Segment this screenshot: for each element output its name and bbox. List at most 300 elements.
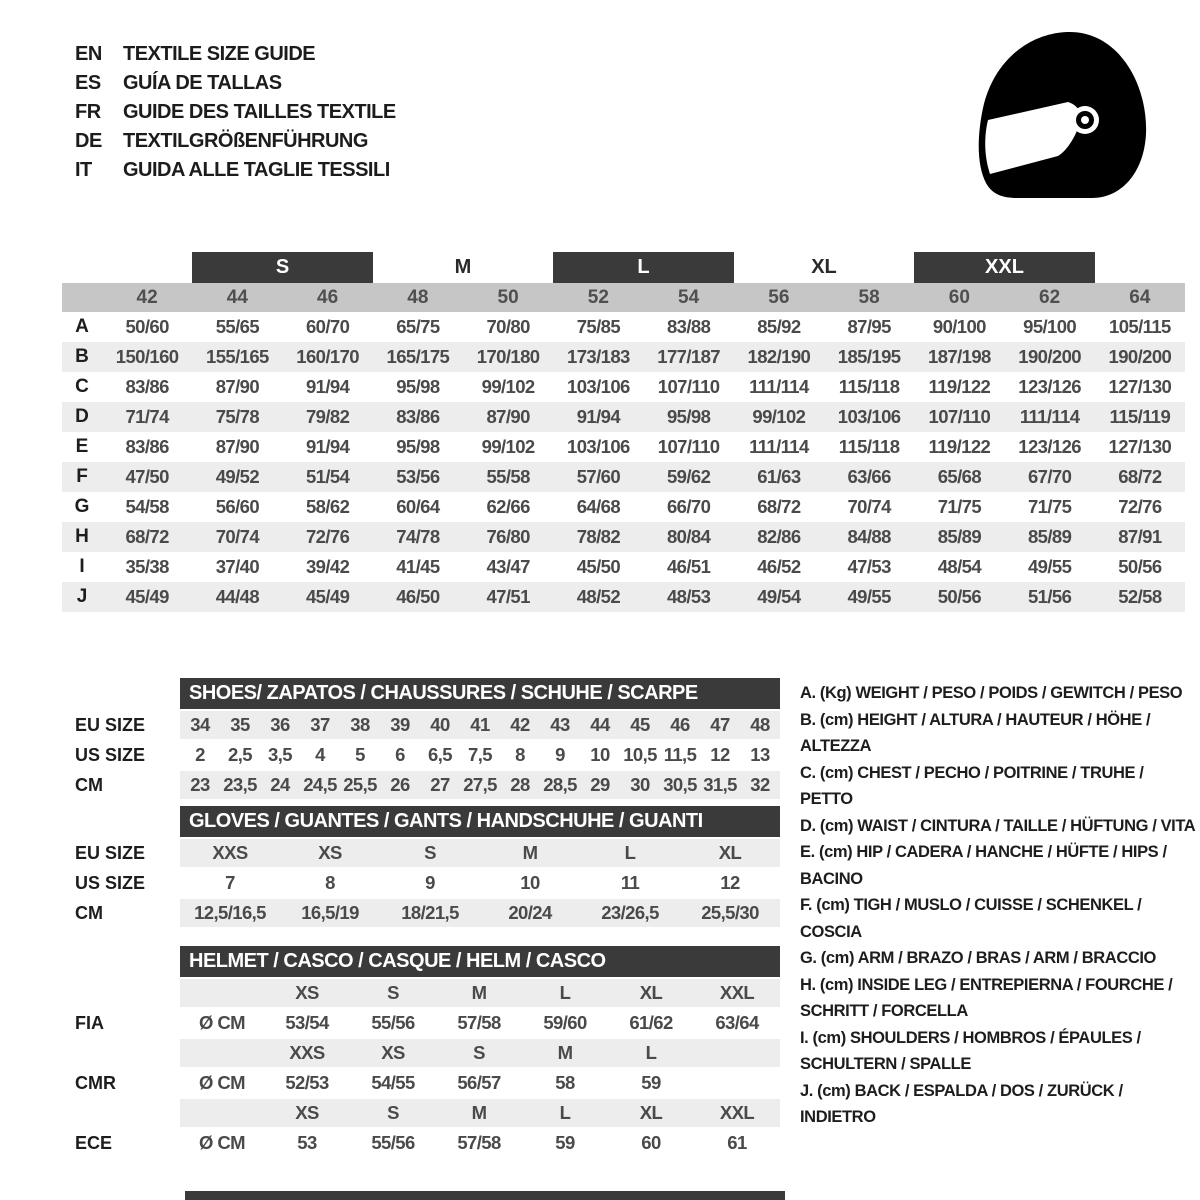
size-value-cell: 61 [727, 1132, 747, 1153]
size-value-cell: 99/102 [752, 406, 806, 427]
size-value-cell: 44/48 [215, 586, 260, 607]
row-label: EU SIZE [75, 842, 146, 863]
size-value-cell: XL [718, 842, 742, 863]
size-value-cell: 30 [630, 774, 650, 795]
guide-title: TEXTILE SIZE GUIDE [123, 43, 316, 65]
size-value-cell: 55/56 [371, 1012, 415, 1033]
size-value-cell: 182/190 [747, 346, 811, 367]
helmet-size-label: XXL [719, 1102, 755, 1123]
size-value-cell: 107/110 [657, 376, 720, 397]
row-label: J [76, 586, 88, 607]
helmet-values-row [75, 1009, 780, 1037]
helmet-size-label: L [645, 1042, 657, 1063]
helmet-values-row [75, 1069, 780, 1097]
table-row [75, 741, 780, 769]
helmet-size-label: XS [381, 1042, 405, 1063]
helmet-sizes-strip [180, 1039, 780, 1067]
size-value-cell: 29 [590, 774, 610, 795]
size-value-cell: 10,5 [623, 744, 657, 765]
size-value-cell: 8 [515, 744, 525, 765]
table-row [75, 899, 780, 927]
size-value-cell: 111/114 [749, 436, 809, 457]
size-value-cell: 48/54 [937, 556, 982, 577]
size-value-cell: 30,5 [663, 774, 697, 795]
row-label: US SIZE [75, 872, 146, 893]
table-row [75, 771, 780, 799]
row-values-strip [180, 711, 780, 739]
numeric-size-label: 62 [1039, 286, 1061, 308]
helmet-size-label: M [471, 1102, 487, 1123]
helmet-size-label: L [559, 1102, 571, 1123]
guide-title: TEXTILGRÖßENFÜHRUNG [123, 130, 368, 152]
size-value-cell: 53/56 [396, 466, 440, 487]
size-group-label: M [454, 256, 472, 278]
helmet-sizes-row [75, 1099, 780, 1127]
size-value-cell: 45/49 [305, 586, 350, 607]
size-value-cell: XXS [212, 842, 248, 863]
helmet-size-label: XS [295, 1102, 319, 1123]
size-value-cell: 150/160 [115, 346, 179, 367]
racing-helmet-icon [972, 28, 1150, 205]
size-value-cell: 10 [590, 744, 610, 765]
row-label: C [75, 376, 89, 397]
numeric-size-label: 58 [858, 286, 880, 308]
size-value-cell: 127/130 [1108, 376, 1172, 397]
gloves-size-table [75, 806, 780, 927]
legend-entry: H. (cm) INSIDE LEG / ENTREPIERNA / FOURCHE / SCHRITT / FORCELLA [800, 975, 1173, 1020]
size-value-cell: 190/200 [1108, 346, 1172, 367]
legend-entry: I. (cm) SHOULDERS / HOMBROS / ÉPAULES / SCHULTERN / SPALLE [800, 1028, 1141, 1073]
size-value-cell: 115/118 [838, 376, 900, 397]
language-title-list [75, 40, 396, 185]
size-value-cell: 47/53 [847, 556, 891, 577]
size-value-cell: 95/98 [396, 376, 440, 397]
table-row [62, 552, 1185, 582]
measurement-legend [800, 680, 1200, 1131]
helmet-values-strip [180, 1129, 780, 1157]
row-label: B [75, 346, 89, 367]
size-value-cell: 49/55 [1027, 556, 1072, 577]
shoes-table-title: SHOES/ ZAPATOS / CHAUSSURES / SCHUHE / SCARPE [180, 678, 780, 709]
language-code: IT [75, 159, 92, 181]
size-value-cell: 35 [230, 714, 250, 735]
size-value-cell: 59/60 [543, 1012, 587, 1033]
size-value-cell: 58/62 [305, 496, 350, 517]
helmet-sizes-strip [180, 979, 780, 1007]
language-row [75, 156, 396, 185]
size-value-cell: 46 [670, 714, 690, 735]
size-value-cell: 49/55 [847, 586, 891, 607]
guide-title: GUIDA ALLE TAGLIE TESSILI [123, 159, 390, 181]
size-value-cell: 95/98 [666, 406, 711, 427]
size-value-cell: 111/114 [1019, 406, 1080, 427]
size-value-cell: 85/89 [937, 526, 982, 547]
size-value-cell: 87/91 [1118, 526, 1162, 547]
size-value-cell: 27 [430, 774, 450, 795]
legend-entry: E. (cm) HIP / CADERA / HANCHE / HÜFTE / HIPS / BACINO [800, 843, 1167, 888]
size-value-cell: 60/70 [305, 316, 350, 337]
numeric-size-label: 52 [587, 286, 609, 308]
size-value-cell: 50/56 [937, 586, 982, 607]
row-label: F [76, 466, 88, 487]
size-value-cell: 64/68 [576, 496, 621, 517]
numeric-size-label: 56 [768, 286, 790, 308]
helmet-size-label: M [557, 1042, 573, 1063]
size-value-cell: 34 [190, 714, 210, 735]
numeric-size-label: 60 [948, 286, 970, 308]
size-value-cell: 72/76 [305, 526, 350, 547]
size-value-cell: 7 [225, 872, 235, 893]
size-value-cell: 32 [750, 774, 770, 795]
unit-spacer [180, 1099, 264, 1127]
size-value-cell: 57/58 [457, 1132, 501, 1153]
size-value-cell: 63/64 [715, 1012, 759, 1033]
row-label: A [75, 316, 89, 337]
row-label: I [79, 556, 85, 577]
size-value-cell: 37 [310, 714, 330, 735]
size-value-cell: 87/90 [215, 376, 260, 397]
size-value-cell: 24 [270, 774, 290, 795]
size-value-cell: 59 [555, 1132, 575, 1153]
size-value-cell: 103/106 [567, 376, 630, 397]
size-value-cell: 5 [355, 744, 365, 765]
textile-size-table [62, 252, 1185, 612]
size-value-cell: 4 [315, 744, 325, 765]
size-value-cell: 46/50 [396, 586, 440, 607]
size-value-cell: 45/49 [125, 586, 169, 607]
helmet-values-strip [180, 1009, 780, 1037]
size-value-cell: 123/126 [1018, 376, 1081, 397]
row-values-strip [180, 771, 780, 799]
language-row [75, 98, 396, 127]
size-value-cell: 48 [750, 714, 770, 735]
size-value-cell: 170/180 [476, 346, 540, 367]
size-value-cell: 67/70 [1027, 466, 1072, 487]
size-value-cell: 6 [395, 744, 405, 765]
size-value-cell: 54/58 [125, 496, 169, 517]
numeric-size-label: 46 [317, 286, 339, 308]
helmet-size-label: XL [639, 1102, 663, 1123]
size-value-cell: 50/56 [1118, 556, 1162, 577]
size-value-cell: 70/74 [215, 526, 260, 547]
gloves-table-rows [75, 839, 780, 927]
cut-off-section-header-bar [185, 1191, 785, 1200]
size-value-cell: 43/47 [486, 556, 530, 577]
size-value-cell: 25,5 [343, 774, 377, 795]
size-value-cell: 65/68 [937, 466, 982, 487]
size-value-cell: 51/54 [305, 466, 350, 487]
size-value-cell: 62/66 [486, 496, 530, 517]
unit-spacer [180, 979, 264, 1007]
numeric-size-label: 54 [678, 286, 700, 308]
size-value-cell: 79/82 [305, 406, 350, 427]
size-value-cell: 90/100 [932, 316, 986, 337]
size-value-cell: 45 [630, 714, 650, 735]
size-value-cell: 68/72 [1118, 466, 1162, 487]
size-value-cell: 2 [195, 744, 205, 765]
size-value-cell: 60/64 [396, 496, 440, 517]
helmet-sizes-row [75, 1039, 780, 1067]
size-value-cell: 31,5 [703, 774, 737, 795]
size-value-cell: 48/53 [666, 586, 711, 607]
helmet-sizes-strip [180, 1099, 780, 1127]
row-values-strip [180, 869, 780, 897]
size-value-cell: 82/86 [757, 526, 801, 547]
size-value-cell: 83/86 [125, 376, 169, 397]
size-value-cell: 177/187 [657, 346, 720, 367]
size-value-cell: 47 [710, 714, 730, 735]
size-value-cell: 68/72 [125, 526, 169, 547]
size-value-cell: 55/58 [486, 466, 530, 487]
size-value-cell: 44 [590, 714, 610, 735]
numeric-size-label: 42 [136, 286, 158, 308]
size-value-cell: 68/72 [757, 496, 801, 517]
size-value-cell: 87/90 [486, 406, 530, 427]
size-value-cell: 3,5 [268, 744, 292, 765]
size-value-cell: 127/130 [1108, 436, 1172, 457]
size-value-cell: 75/78 [215, 406, 260, 427]
row-label: CM [75, 902, 103, 923]
size-value-cell: 23,5 [223, 774, 257, 795]
size-value-cell: 59/62 [666, 466, 711, 487]
size-value-cell: 56/57 [457, 1072, 501, 1093]
helmet-size-label: XS [295, 982, 319, 1003]
size-value-cell: 40 [430, 714, 450, 735]
size-value-cell: 72/76 [1118, 496, 1162, 517]
size-value-cell: 48/52 [576, 586, 621, 607]
helmet-size-label: S [387, 1102, 399, 1123]
table-row [62, 342, 1185, 372]
size-value-cell: 35/38 [125, 556, 169, 577]
size-value-cell: 80/84 [666, 526, 711, 547]
size-value-cell: 8 [325, 872, 335, 893]
size-value-cell: 85/89 [1027, 526, 1072, 547]
size-value-cell: 65/75 [396, 316, 440, 337]
size-value-cell: 39/42 [305, 556, 350, 577]
size-value-cell: 11,5 [663, 744, 697, 765]
language-code: ES [75, 72, 101, 94]
size-value-cell: 42 [510, 714, 530, 735]
legend-entry: D. (cm) WAIST / CINTURA / TAILLE / HÜFTUNG / VITA [800, 816, 1196, 835]
size-value-cell: 99/102 [481, 436, 535, 457]
size-value-cell: 56/60 [215, 496, 260, 517]
gloves-table-title: GLOVES / GUANTES / GANTS / HANDSCHUHE / GUANTI [180, 806, 780, 837]
unit-label: Ø CM [199, 1132, 245, 1153]
unit-label: Ø CM [199, 1072, 245, 1093]
numeric-size-label: 64 [1129, 286, 1151, 308]
size-value-cell: 66/70 [666, 496, 711, 517]
size-value-cell: 59 [641, 1072, 661, 1093]
row-values-strip [180, 899, 780, 927]
size-value-cell: 99/102 [481, 376, 535, 397]
language-code: EN [75, 43, 102, 65]
size-value-cell: 41 [470, 714, 490, 735]
size-value-cell: 7,5 [468, 744, 492, 765]
size-value-cell: 119/122 [928, 436, 991, 457]
size-value-cell: 46/52 [757, 556, 801, 577]
size-value-cell: 38 [350, 714, 370, 735]
size-value-cell: 28 [510, 774, 530, 795]
size-value-cell: 13 [750, 744, 770, 765]
row-label [75, 979, 180, 1007]
size-group-label: XL [811, 256, 837, 278]
size-value-cell: 107/110 [657, 436, 720, 457]
size-value-cell: 36 [270, 714, 290, 735]
size-value-cell: 57/58 [457, 1012, 501, 1033]
size-value-cell: 47/51 [486, 586, 530, 607]
table-row [62, 372, 1185, 402]
size-value-cell: 87/95 [847, 316, 891, 337]
size-value-cell: 60 [641, 1132, 661, 1153]
row-label: E [75, 436, 89, 457]
helmet-size-label: L [559, 982, 571, 1003]
guide-title: GUIDE DES TAILLES TEXTILE [123, 101, 396, 123]
table-row [75, 839, 780, 867]
size-value-cell: 185/195 [837, 346, 901, 367]
size-group-label: S [192, 252, 373, 283]
guide-title: GUÍA DE TALLAS [123, 72, 282, 94]
table-row [62, 582, 1185, 612]
helmet-size-label [694, 1039, 780, 1067]
row-label: G [74, 496, 90, 517]
row-label [75, 1099, 180, 1127]
row-label: D [75, 406, 89, 427]
helmet-size-label: S [473, 1042, 485, 1063]
language-row [75, 40, 396, 69]
language-row [75, 127, 396, 156]
size-group-label: XXL [914, 252, 1095, 283]
numeric-size-label: 48 [407, 286, 429, 308]
size-value-cell: 45/50 [576, 556, 621, 577]
size-value-cell: 85/92 [757, 316, 801, 337]
size-value-cell: 43 [550, 714, 570, 735]
row-label [75, 1039, 180, 1067]
legend-entry: B. (cm) HEIGHT / ALTURA / HAUTEUR / HÖHE / ALTEZZA [800, 710, 1151, 755]
standard-label: CMR [75, 1072, 116, 1093]
language-code: DE [75, 130, 102, 152]
size-value-cell: 155/165 [206, 346, 269, 367]
size-value-cell: 53 [297, 1132, 317, 1153]
size-value-cell: 57/60 [576, 466, 621, 487]
size-value-cell: 83/86 [125, 436, 169, 457]
row-label: EU SIZE [75, 714, 146, 735]
size-value-cell: 24,5 [303, 774, 337, 795]
size-value-cell: 25,5/30 [701, 902, 759, 923]
size-value-cell: 74/78 [396, 526, 440, 547]
size-value-cell: 63/66 [847, 466, 891, 487]
table-row [62, 312, 1185, 342]
shoes-table-rows [75, 711, 780, 799]
size-value-cell: 87/90 [215, 436, 260, 457]
size-value-cell: 47/50 [125, 466, 169, 487]
size-value-cell: 190/200 [1018, 346, 1081, 367]
standard-label: FIA [75, 1012, 104, 1033]
size-value-cell: 91/94 [305, 436, 350, 457]
size-value-cell: 91/94 [305, 376, 350, 397]
size-value-cell: 70/74 [847, 496, 891, 517]
size-value-cell: 9 [555, 744, 565, 765]
numeric-size-label: 50 [497, 286, 519, 308]
size-group-header-row [62, 252, 1185, 283]
size-value-cell: 173/183 [567, 346, 630, 367]
size-value-cell: 12 [720, 872, 740, 893]
size-value-cell: L [624, 842, 636, 863]
size-table-body [62, 312, 1185, 612]
size-value-cell: 107/110 [928, 406, 991, 427]
numeric-size-label: 44 [226, 286, 248, 308]
corner-spacer [62, 283, 102, 312]
size-value-cell: XS [318, 842, 342, 863]
size-value-cell: 26 [390, 774, 410, 795]
table-row [62, 432, 1185, 462]
legend-entry: F. (cm) TIGH / MUSLO / CUISSE / SCHENKEL / COSCIA [800, 896, 1142, 941]
table-row [75, 711, 780, 739]
standard-label: ECE [75, 1132, 113, 1153]
language-row [75, 69, 396, 98]
size-value-cell: 105/115 [1109, 316, 1171, 337]
row-label: H [75, 526, 89, 547]
size-value-cell: 46/51 [666, 556, 711, 577]
size-value-cell: 111/114 [749, 376, 809, 397]
size-value-cell: 70/80 [486, 316, 530, 337]
size-value-cell: 12 [710, 744, 730, 765]
size-value-cell: 115/119 [1109, 406, 1171, 427]
helmet-values-strip [180, 1069, 780, 1097]
size-value-cell: 83/86 [396, 406, 440, 427]
table-row [75, 869, 780, 897]
size-value-cell: 51/56 [1027, 586, 1072, 607]
size-value-cell: 9 [425, 872, 435, 893]
size-value-cell: 187/198 [928, 346, 991, 367]
size-value-cell: 103/106 [567, 436, 630, 457]
unit-label: Ø CM [199, 1012, 245, 1033]
legend-entry: A. (Kg) WEIGHT / PESO / POIDS / GEWITCH / PESO [800, 684, 1183, 702]
size-value-cell: 58 [555, 1072, 575, 1093]
helmet-size-label: XXS [289, 1042, 325, 1063]
size-value-cell: 95/98 [396, 436, 440, 457]
size-value-cell: 75/85 [576, 316, 621, 337]
helmet-table-title: HELMET / CASCO / CASQUE / HELM / CASCO [180, 946, 780, 977]
helmet-table-rows [75, 979, 780, 1157]
table-row [62, 402, 1185, 432]
size-value-cell: 78/82 [576, 526, 621, 547]
helmet-size-label: XL [639, 982, 663, 1003]
size-value-cell: M [522, 842, 538, 863]
row-values-strip [180, 839, 780, 867]
size-value-cell: 84/88 [847, 526, 891, 547]
size-value-cell: 18/21,5 [401, 902, 459, 923]
helmet-values-row [75, 1129, 780, 1157]
size-value-cell: 71/75 [1027, 496, 1072, 517]
size-value-cell: 2,5 [228, 744, 252, 765]
helmet-sizes-row [75, 979, 780, 1007]
helmet-size-label: XXL [719, 982, 755, 1003]
size-value-cell: 160/170 [296, 346, 359, 367]
size-value-cell: 16,5/19 [301, 902, 359, 923]
size-value-cell: 37/40 [215, 556, 260, 577]
row-values-strip [180, 741, 780, 769]
size-value-cell: 28,5 [543, 774, 577, 795]
language-code: FR [75, 101, 101, 123]
size-value-cell: 49/54 [757, 586, 801, 607]
size-value-cell: 103/106 [837, 406, 901, 427]
helmet-size-table [75, 946, 780, 1157]
table-row [62, 492, 1185, 522]
size-value-cell: 61/62 [629, 1012, 673, 1033]
size-value-cell: 23 [190, 774, 210, 795]
table-row [62, 462, 1185, 492]
size-value-cell [694, 1069, 780, 1097]
